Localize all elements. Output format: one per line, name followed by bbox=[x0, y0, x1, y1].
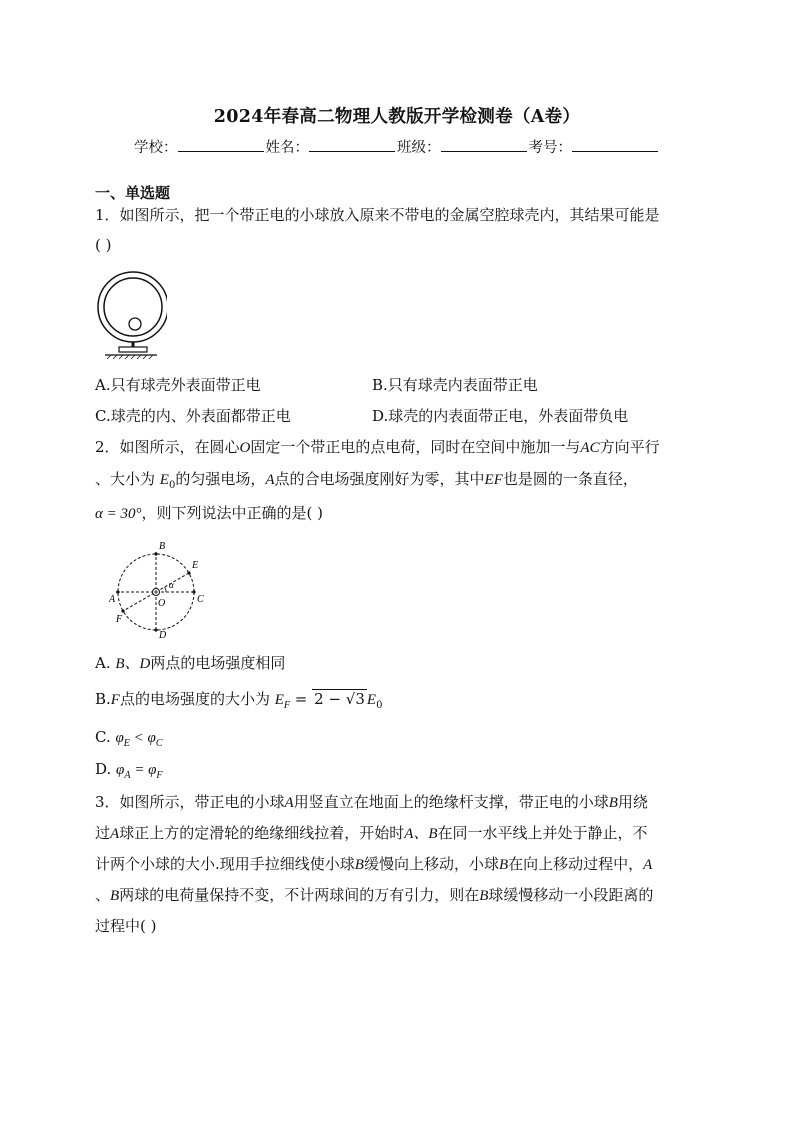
q1-line2: ( ) bbox=[95, 236, 112, 254]
charged-ball bbox=[129, 318, 141, 330]
school-blank bbox=[178, 137, 264, 152]
q3-line3: 计两个小球的大小.现用手拉细线使小球B缓慢向上移动，小球B在向上移动过程中，A bbox=[95, 855, 653, 873]
q1-line1: 1．如图所示，把一个带正电的小球放入原来不带电的金属空腔球壳内，其结果可能是 bbox=[95, 206, 660, 224]
class-label: 班级： bbox=[397, 140, 441, 156]
label-E: E bbox=[192, 560, 199, 571]
student-info-line bbox=[0, 136, 794, 157]
q2-line2: 、大小为 $E_0$的匀强电场，A点的合电场强度刚好为零，其中EF也是圆的一条直径， bbox=[95, 470, 638, 491]
label-A: A bbox=[109, 594, 116, 605]
spherical-shell-diagram bbox=[97, 265, 167, 360]
alpha-arc bbox=[165, 587, 166, 592]
number-label: 考号： bbox=[528, 140, 572, 156]
section-title: 一、单选题 bbox=[95, 184, 171, 202]
stand-base bbox=[119, 347, 147, 352]
q2-option-a: A. B、D两点的电场强度相同 bbox=[95, 654, 286, 672]
name-blank bbox=[309, 137, 395, 152]
label-F: F bbox=[116, 614, 123, 625]
number-blank bbox=[572, 137, 658, 152]
q1-option-b: B.只有球壳内表面带正电 bbox=[372, 376, 538, 394]
q3-line1: 3．如图所示，带正电的小球A用竖直立在地面上的绝缘杆支撑，带正电的小球B用绕 bbox=[95, 793, 648, 811]
class-blank bbox=[441, 137, 527, 152]
school-label: 学校： bbox=[134, 140, 178, 156]
q1-option-a: A.只有球壳外表面带正电 bbox=[95, 376, 261, 394]
q2-option-c: C. $\varphi_E < \varphi_C$ bbox=[95, 728, 163, 749]
q3-line2: 过A球正上方的定滑轮的绝缘细线拉着，开始时A、B在同一水平线上并处于静止，不 bbox=[95, 824, 648, 842]
q2-option-d: D. $\varphi_A = \varphi_F$ bbox=[95, 760, 163, 781]
q2-line3: α = 30°，则下列说法中正确的是( ) bbox=[95, 504, 323, 522]
q1-option-c: C.球壳的内、外表面都带正电 bbox=[95, 407, 291, 425]
label-alpha: α bbox=[169, 580, 174, 590]
page-title: 2024年春高二物理人教版开学检测卷（A卷） bbox=[213, 107, 581, 127]
q3-line4: 、B两球的电荷量保持不变，不计两球间的万有引力，则在B球缓慢移动一小段距离的 bbox=[95, 886, 654, 904]
circle-field-diagram bbox=[103, 538, 213, 638]
q2-line1: 2．如图所示，在圆心O固定一个带正电的点电荷，同时在空间中施加一与AC方向平行 bbox=[95, 438, 660, 456]
q3-line5: 过程中( ) bbox=[95, 917, 157, 935]
name-label: 姓名： bbox=[265, 140, 309, 156]
q1-option-d: D.球壳的内表面带正电，外表面带负电 bbox=[372, 407, 629, 425]
label-O: O bbox=[158, 598, 166, 609]
label-C: C bbox=[197, 594, 204, 605]
q2-option-b: B.F点的电场强度的大小为 $E_F = 2 - √3$ $E_0$ bbox=[95, 690, 383, 711]
shell-outer bbox=[98, 272, 167, 342]
label-B: B bbox=[159, 541, 166, 552]
label-D: D bbox=[159, 630, 167, 638]
